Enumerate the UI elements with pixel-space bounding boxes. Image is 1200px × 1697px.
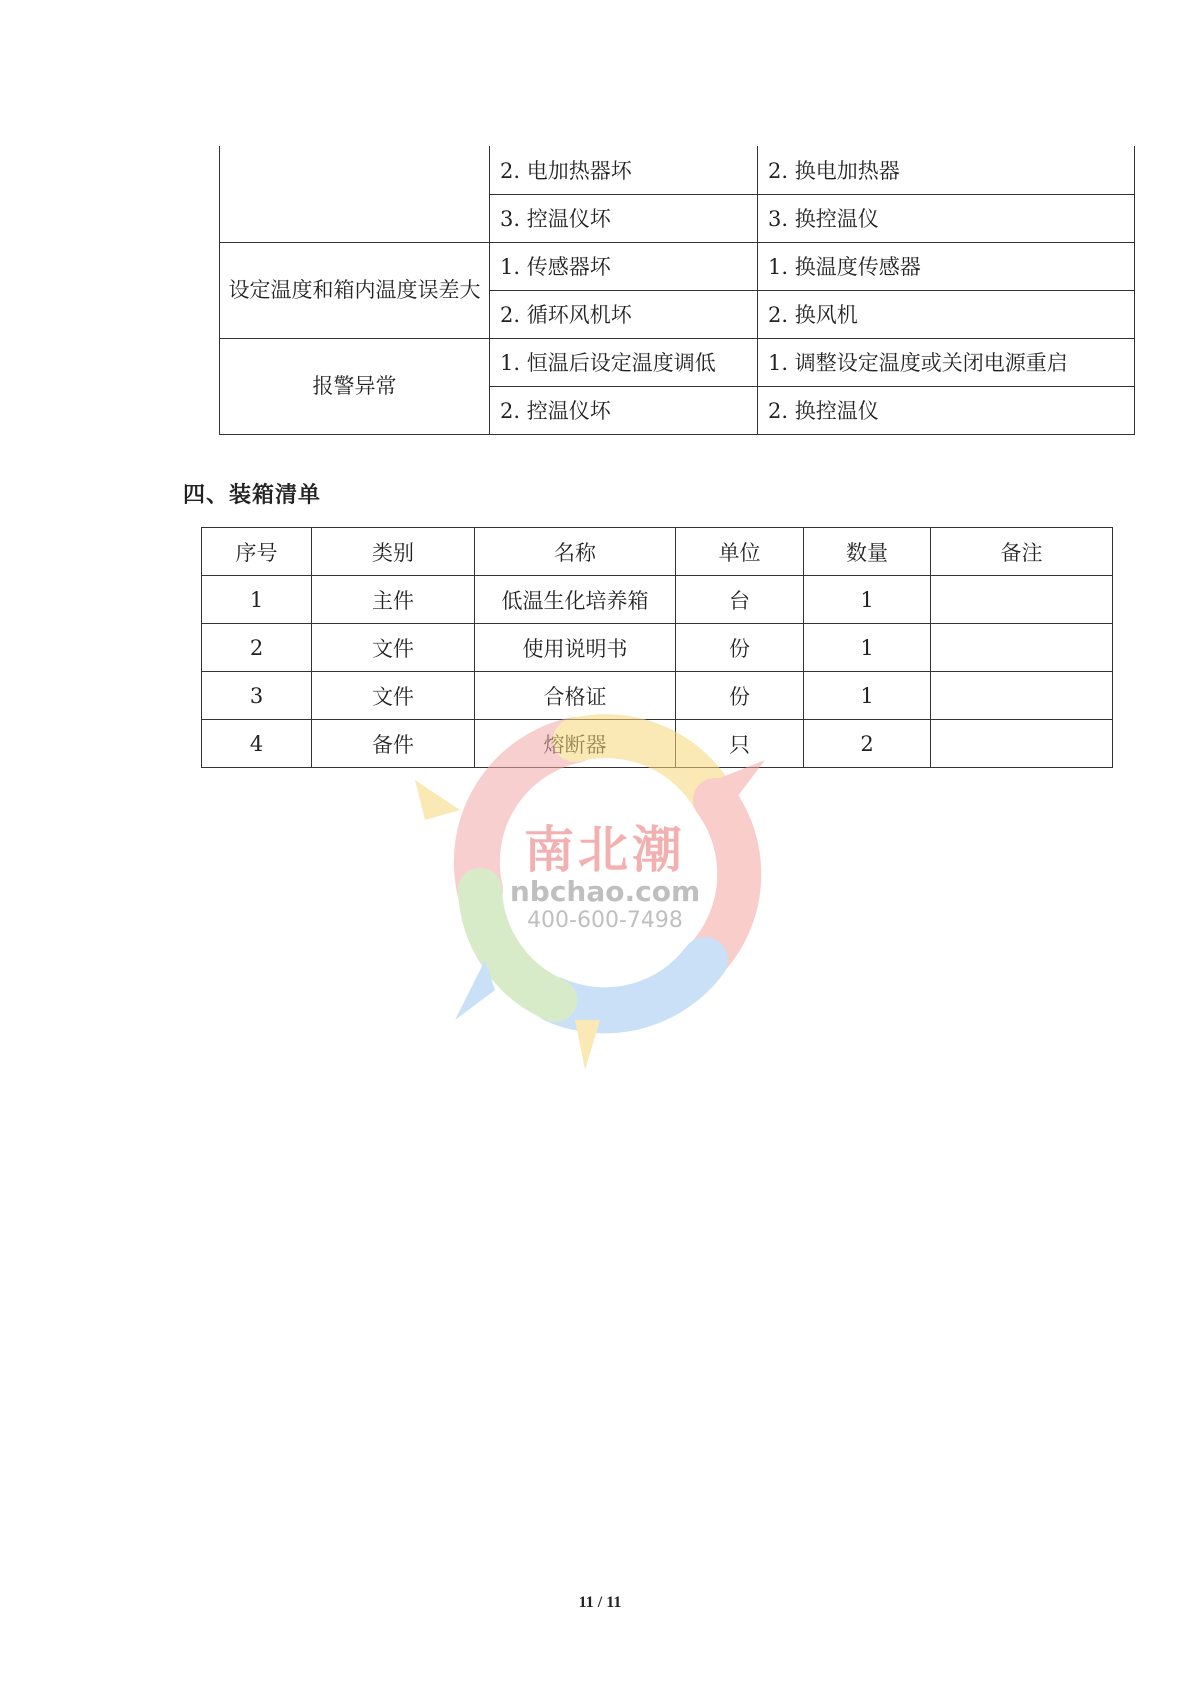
page-number: 11 / 11	[578, 1594, 622, 1611]
table-cell	[931, 576, 1113, 624]
table-cell: 3	[202, 672, 312, 720]
fault-reason-cell: 设定温度和箱内温度误差大	[220, 242, 490, 338]
fault-remedy-cell: 1. 换温度传感器	[758, 242, 1135, 290]
table-cell: 份	[676, 624, 804, 672]
table-cell: 备件	[312, 720, 475, 768]
table-cell	[931, 624, 1113, 672]
table-cell: 熔断器	[475, 720, 676, 768]
table-row	[220, 338, 1135, 386]
fault-cause-cell: 1. 传感器坏	[490, 242, 758, 290]
table-cell: 文件	[312, 672, 475, 720]
column-header: 数量	[804, 528, 931, 576]
fault-remedy-cell: 2. 换风机	[758, 290, 1135, 338]
table-cell	[931, 720, 1113, 768]
packing-list-table	[201, 527, 1113, 768]
fault-cause-cell: 3. 控温仪坏	[490, 194, 758, 242]
column-header: 序号	[202, 528, 312, 576]
table-cell: 2	[202, 624, 312, 672]
troubleshooting-table	[219, 146, 1135, 435]
watermark-domain: nbchao.com	[509, 875, 701, 908]
fault-remedy-cell: 1. 调整设定温度或关闭电源重启	[758, 338, 1135, 386]
column-header: 单位	[676, 528, 804, 576]
fault-cause-cell: 2. 电加热器坏	[490, 146, 758, 194]
table-cell: 主件	[312, 576, 475, 624]
table-cell: 1	[804, 624, 931, 672]
section-heading: 四、装箱清单	[183, 483, 322, 508]
table-row	[202, 720, 1113, 768]
table-cell: 合格证	[475, 672, 676, 720]
table-cell: 文件	[312, 624, 475, 672]
table-row	[202, 624, 1113, 672]
table-cell: 4	[202, 720, 312, 768]
table-row	[220, 146, 1135, 194]
table-row	[202, 576, 1113, 624]
fault-cause-cell: 2. 循环风机坏	[490, 290, 758, 338]
fault-cause-cell: 2. 控温仪坏	[490, 386, 758, 434]
fault-reason-cell	[220, 146, 490, 242]
table-cell: 1	[804, 672, 931, 720]
fault-remedy-cell: 2. 换控温仪	[758, 386, 1135, 434]
table-cell: 使用说明书	[475, 624, 676, 672]
table-cell: 1	[202, 576, 312, 624]
watermark-brand: 南北潮	[524, 821, 686, 879]
table-cell: 2	[804, 720, 931, 768]
watermark-phone: 400-600-7498	[527, 908, 683, 933]
table-cell: 低温生化培养箱	[475, 576, 676, 624]
table-row	[220, 242, 1135, 290]
table-header-row	[202, 528, 1113, 576]
table-row	[202, 672, 1113, 720]
table-cell: 只	[676, 720, 804, 768]
table-cell: 1	[804, 576, 931, 624]
table-cell	[931, 672, 1113, 720]
column-header: 备注	[931, 528, 1113, 576]
fault-remedy-cell: 3. 换控温仪	[758, 194, 1135, 242]
table-cell: 台	[676, 576, 804, 624]
column-header: 名称	[475, 528, 676, 576]
fault-cause-cell: 1. 恒温后设定温度调低	[490, 338, 758, 386]
table-cell: 份	[676, 672, 804, 720]
column-header: 类别	[312, 528, 475, 576]
fault-reason-cell: 报警异常	[220, 338, 490, 434]
fault-remedy-cell: 2. 换电加热器	[758, 146, 1135, 194]
